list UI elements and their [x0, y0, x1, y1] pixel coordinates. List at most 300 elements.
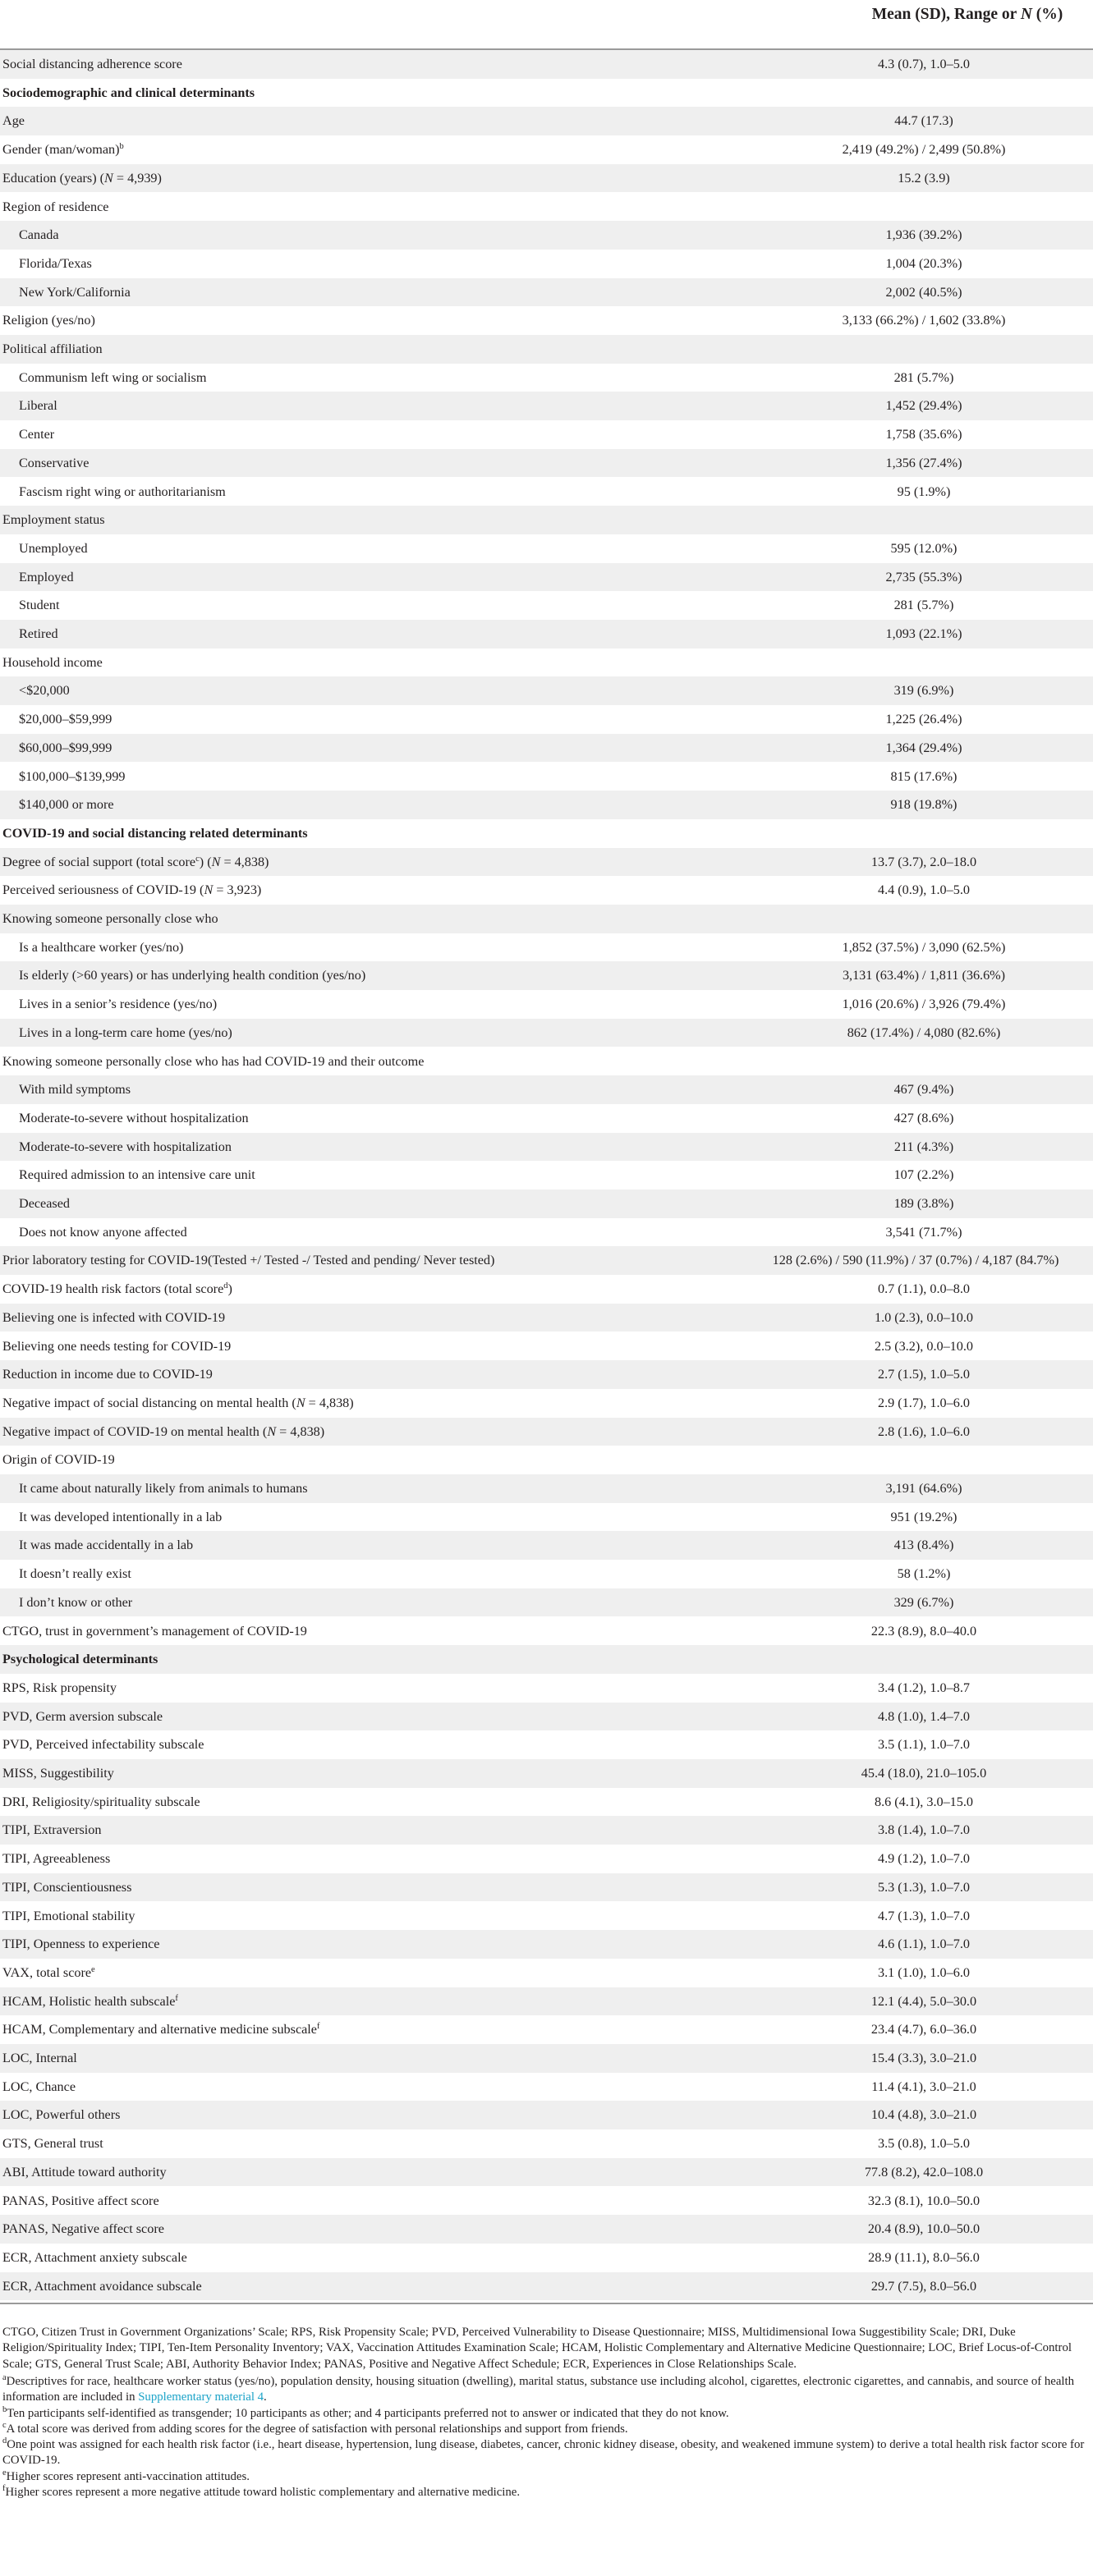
- row-label: [19, 1161, 255, 1189]
- row-value: 0.7 (1.1), 0.0–8.0: [878, 1281, 970, 1297]
- table-row: [0, 2215, 1093, 2244]
- row-label: [2, 335, 103, 364]
- label-text: Moderate-to-severe without hospitalization: [19, 1110, 249, 1125]
- row-value: 45.4 (18.0), 21.0–105.0: [861, 1766, 987, 1781]
- table-row: [0, 1873, 1093, 1902]
- label-text: LOC, Internal: [2, 2051, 77, 2065]
- footnote-d: $^d$One point was assigned for each health risk factor (i.e., heart disease, hypertension, lung disease, diabetes, cancer, chronic kidney disease, obesity, and weakened immune system) to derive a total health risk factor score for COVID-19.: [2, 2436, 1085, 2468]
- row-label: [19, 1189, 70, 1218]
- row-value: 5.3 (1.3), 1.0–7.0: [878, 1879, 970, 1895]
- label-text: Negative impact of COVID-19 on mental health (: [2, 1423, 268, 1439]
- row-value: 58 (1.2%): [897, 1566, 951, 1582]
- footnote-marker: d: [223, 1281, 228, 1291]
- row-value: 4.3 (0.7), 1.0–5.0: [878, 57, 970, 71]
- label-text: Florida/Texas: [19, 255, 92, 271]
- row-label: [19, 1133, 232, 1162]
- table-row: [0, 2187, 1093, 2216]
- row-label: [19, 563, 74, 592]
- row-value: 12.1 (4.4), 5.0–30.0: [870, 1993, 977, 2009]
- table-row: [0, 1360, 1093, 1389]
- table-subrow: [0, 734, 1093, 763]
- table-row: [0, 1446, 1093, 1474]
- row-label: [2, 2158, 167, 2187]
- row-value: 3.5 (0.8), 1.0–5.0: [878, 2136, 970, 2152]
- table-subrow: [0, 1218, 1093, 1247]
- row-label: [19, 1588, 132, 1617]
- footnote-e: $^e$Higher scores represent anti-vaccination attitudes.: [2, 2468, 250, 2483]
- table-subrow: [0, 961, 1093, 990]
- row-value: 4.4 (0.9), 1.0–5.0: [878, 882, 970, 898]
- label-text: Moderate-to-severe with hospitalization: [19, 1139, 232, 1154]
- label-text: Sociodemographic and clinical determinants: [2, 85, 255, 100]
- row-value: 32.3 (8.1), 10.0–50.0: [867, 2193, 980, 2208]
- label-text: LOC, Chance: [2, 2079, 76, 2094]
- n-symbol: N: [296, 1395, 305, 1410]
- row-value: 3.5 (1.1), 1.0–7.0: [878, 1737, 970, 1753]
- label-text: DRI, Religiosity/spirituality subscale: [2, 1794, 200, 1809]
- n-symbol: N: [211, 854, 221, 869]
- row-value: 918 (19.8%): [890, 797, 958, 813]
- row-value: 2,419 (49.2%) / 2,499 (50.8%): [842, 142, 1006, 158]
- footnote-abbreviations: CTGO, Citizen Trust in Government Organizations’ Scale; RPS, Risk Propensity Scale; PVD, Perceived Vulnerability to Disease Questionnaire; MISS, Multidimensional Iowa Suggestibility Scale; DRI, Duke Religion/Spirituality Index; TIPI, Ten-Item Personality Inventory; VAX, Vaccination Attitudes Examination Scale; HCAM, Holistic Complementary and Alternative Medicine Questionnaire; LOC, Brief Locus-of-Control Scale; GTS, General Trust Scale; ABI, Authority Behavior Index; PANAS, Positive and Negative Affect Schedule; ECR, Experiences in Close Relationships Scale.: [2, 2326, 1072, 2371]
- row-label: [19, 1019, 232, 1047]
- row-label: [2, 107, 25, 135]
- footnote-c: $^c$A total score was derived from adding scores for the degree of satisfaction with personal relationships and support from friends.: [2, 2421, 628, 2436]
- row-value: 281 (5.7%): [893, 598, 954, 613]
- label-text: Unemployed: [19, 540, 88, 556]
- row-value: 4.9 (1.2), 1.0–7.0: [878, 1851, 970, 1867]
- label-text: Conservative: [19, 455, 90, 470]
- row-value: 28.9 (11.1), 8.0–56.0: [868, 2249, 980, 2265]
- table-subrow: [0, 1133, 1093, 1162]
- row-value: 189 (3.8%): [893, 1196, 954, 1211]
- label-text: = 3,923): [213, 882, 262, 898]
- row-label: [19, 961, 365, 990]
- table-subrow: [0, 478, 1093, 506]
- label-text: It doesn’t really exist: [19, 1566, 131, 1582]
- row-value: 15.2 (3.9): [898, 170, 950, 186]
- label-text: Negative impact of social distancing on mental health (: [2, 1395, 296, 1410]
- row-value: 427 (8.6%): [893, 1110, 954, 1125]
- footnote-f: $^f$Higher scores represent a more negative attitude toward holistic complementary and alternative medicine.: [2, 2484, 521, 2499]
- row-value: 1,004 (20.3%): [885, 255, 962, 271]
- table-subrow: [0, 1075, 1093, 1104]
- row-label: [2, 79, 255, 108]
- row-value: 329 (6.7%): [893, 1594, 954, 1610]
- table-subrow: [0, 1161, 1093, 1189]
- row-label: [19, 534, 88, 563]
- table-row: [0, 2015, 1093, 2044]
- table-row: [0, 1730, 1093, 1759]
- label-text: LOC, Powerful others: [2, 2107, 121, 2123]
- row-label: [19, 250, 92, 278]
- table-row: [0, 649, 1093, 677]
- row-label: [19, 1531, 193, 1560]
- row-label: [19, 1503, 222, 1532]
- table-row: [0, 1047, 1093, 1076]
- row-label: [2, 2044, 77, 2073]
- table-subrow: [0, 1560, 1093, 1588]
- row-label: [19, 364, 206, 392]
- row-label: [19, 620, 58, 649]
- row-value: 22.3 (8.9), 8.0–40.0: [870, 1623, 977, 1639]
- row-label: [2, 2129, 103, 2158]
- label-text: GTS, General trust: [2, 2136, 103, 2152]
- row-label: [2, 193, 108, 222]
- label-text: CTGO, trust in government’s management of COVID-19: [2, 1623, 307, 1639]
- table-row: [0, 1275, 1093, 1304]
- label-text: Communism left wing or socialism: [19, 369, 207, 385]
- table-subrow: [0, 563, 1093, 592]
- row-value: 95 (1.9%): [897, 484, 951, 499]
- row-value: 2,735 (55.3%): [885, 569, 962, 584]
- label-text: ECR, Attachment anxiety subscale: [2, 2249, 187, 2265]
- row-label: [2, 1902, 135, 1931]
- row-value: 77.8 (8.2), 42.0–108.0: [864, 2164, 984, 2180]
- label-text: Believing one needs testing for COVID-19: [2, 1338, 232, 1354]
- row-value: 3.1 (1.0), 1.0–6.0: [878, 1964, 970, 1980]
- row-label: [2, 1816, 101, 1845]
- row-label: [2, 1332, 231, 1361]
- row-value: 1,225 (26.4%): [885, 712, 962, 727]
- row-value: 2.7 (1.5), 1.0–5.0: [878, 1367, 970, 1382]
- label-text: = 4,838): [305, 1395, 354, 1410]
- label-text: Reduction in income due to COVID-19: [2, 1367, 213, 1382]
- row-label: [2, 164, 162, 193]
- row-value: 44.7 (17.3): [894, 113, 953, 129]
- label-text: TIPI, Agreeableness: [2, 1851, 111, 1867]
- row-label: [2, 1617, 307, 1646]
- row-label: [2, 1759, 114, 1788]
- row-label: [19, 1218, 187, 1247]
- row-value: 3,191 (64.6%): [885, 1481, 962, 1496]
- row-label: [2, 649, 103, 677]
- table-subrow: [0, 420, 1093, 449]
- table-subrow: [0, 933, 1093, 962]
- label-text: Gender (man/woman): [2, 142, 120, 158]
- row-value: 23.4 (4.7), 6.0–36.0: [870, 2022, 977, 2037]
- table-row: [0, 1674, 1093, 1703]
- table-subrow: [0, 534, 1093, 563]
- row-label: [2, 819, 308, 848]
- row-label: [19, 420, 54, 449]
- row-label: [2, 1446, 115, 1474]
- row-label: [2, 905, 218, 933]
- row-value: 1,452 (29.4%): [885, 398, 962, 414]
- label-text: PANAS, Negative affect score: [2, 2221, 164, 2237]
- label-text: Deceased: [19, 1196, 71, 1211]
- row-label: [2, 1674, 117, 1703]
- table-subrow: [0, 791, 1093, 819]
- table-row: [0, 1304, 1093, 1332]
- row-value: 319 (6.9%): [893, 683, 954, 699]
- table-row: [0, 335, 1093, 364]
- label-text: ) (: [199, 854, 212, 869]
- row-label: [2, 1788, 200, 1817]
- row-label: [2, 1389, 354, 1418]
- row-label: [2, 1246, 494, 1275]
- label-text: = 4,838): [276, 1423, 325, 1439]
- table-row: [0, 1902, 1093, 1931]
- table-row: [0, 306, 1093, 335]
- label-text: Center: [19, 427, 55, 442]
- row-value: 951 (19.2%): [890, 1509, 958, 1524]
- label-text: TIPI, Emotional stability: [2, 1908, 135, 1923]
- table-row: [0, 1246, 1093, 1275]
- row-label: [2, 2272, 202, 2301]
- row-label: [2, 1987, 178, 2016]
- row-value: 862 (17.4%) / 4,080 (82.6%): [847, 1024, 1001, 1040]
- row-label: [2, 2187, 159, 2216]
- footnote-marker: f: [317, 2022, 320, 2032]
- footnote-marker: b: [119, 142, 124, 152]
- table-row: [0, 2129, 1093, 2158]
- label-text: It was developed intentionally in a lab: [19, 1509, 223, 1524]
- row-label: [2, 1418, 324, 1446]
- label-text: PANAS, Positive affect score: [2, 2193, 159, 2208]
- label-text: COVID-19 health risk factors (total score: [2, 1281, 224, 1297]
- row-label: [2, 2101, 120, 2129]
- label-text: It was made accidentally in a lab: [19, 1538, 194, 1553]
- label-text: = 4,939): [113, 170, 162, 186]
- label-text: ABI, Attitude toward authority: [2, 2164, 167, 2180]
- row-label: [2, 1930, 159, 1959]
- row-label: [19, 278, 131, 307]
- row-label: [2, 876, 261, 905]
- row-value: 15.4 (3.3), 3.0–21.0: [870, 2051, 977, 2065]
- row-value: 11.4 (4.1), 3.0–21.0: [871, 2079, 976, 2094]
- table-row: [0, 2101, 1093, 2129]
- row-value: 2.8 (1.6), 1.0–6.0: [878, 1423, 970, 1439]
- row-label: [19, 1474, 308, 1503]
- label-text: TIPI, Extraversion: [2, 1822, 102, 1838]
- table-subrow: [0, 278, 1093, 307]
- label-text: ): [227, 1281, 232, 1297]
- table-subrow: [0, 591, 1093, 620]
- row-label: [2, 1047, 424, 1076]
- row-value: 29.7 (7.5), 8.0–56.0: [870, 2278, 977, 2294]
- row-label: [19, 478, 226, 506]
- table-row: [0, 2158, 1093, 2187]
- label-text: Lives in a senior’s residence (yes/no): [19, 997, 218, 1012]
- table-row: [0, 1845, 1093, 1873]
- row-value: 8.6 (4.1), 3.0–15.0: [874, 1794, 974, 1809]
- row-label: [2, 1730, 204, 1759]
- row-label: [19, 705, 112, 734]
- row-label: [19, 1104, 249, 1133]
- label-text: MISS, Suggestibility: [2, 1766, 114, 1781]
- table-row: [0, 876, 1093, 905]
- label-text: Age: [2, 113, 25, 129]
- row-label: [2, 506, 105, 534]
- label-text: Degree of social support (total score: [2, 854, 196, 869]
- table-subrow: [0, 1019, 1093, 1047]
- table-subrow: [0, 1474, 1093, 1503]
- row-value: 3,133 (66.2%) / 1,602 (33.8%): [842, 313, 1006, 328]
- row-label: [2, 2015, 320, 2044]
- table-subrow: [0, 1531, 1093, 1560]
- label-text: Psychological determinants: [2, 1652, 158, 1667]
- row-value: 3,131 (63.4%) / 1,811 (36.6%): [842, 968, 1006, 983]
- row-label: [19, 990, 217, 1019]
- label-text: Student: [19, 598, 60, 613]
- row-label: [19, 1560, 131, 1588]
- row-value: 1,016 (20.6%) / 3,926 (79.4%): [842, 997, 1006, 1012]
- table-row: [0, 2244, 1093, 2272]
- label-text: Is a healthcare worker (yes/no): [19, 939, 184, 955]
- label-text: HCAM, Holistic health subscale: [2, 1993, 176, 2009]
- table-row: [0, 506, 1093, 534]
- row-label: [19, 791, 114, 819]
- footnote-marker: c: [195, 854, 200, 864]
- row-value: 1,093 (22.1%): [885, 626, 962, 641]
- footnote-marker: f: [175, 1993, 178, 2003]
- row-value: 4.7 (1.3), 1.0–7.0: [878, 1908, 970, 1923]
- table-row: [0, 848, 1093, 877]
- row-value: 3,541 (71.7%): [885, 1224, 962, 1240]
- label-text: Perceived seriousness of COVID-19 (: [2, 882, 204, 898]
- row-value: 815 (17.6%): [890, 768, 958, 784]
- row-value: 4.6 (1.1), 1.0–7.0: [878, 1937, 970, 1952]
- row-label: [2, 1645, 158, 1674]
- row-value: 2.5 (3.2), 0.0–10.0: [874, 1338, 974, 1354]
- table-row: [0, 1987, 1093, 2016]
- row-value: 467 (9.4%): [893, 1082, 954, 1098]
- table-subrow: [0, 449, 1093, 478]
- supplementary-link[interactable]: Supplementary material 4: [138, 2390, 264, 2404]
- label-text: Household income: [2, 654, 103, 670]
- row-label: [19, 221, 59, 250]
- label-text: HCAM, Complementary and alternative medicine subscale: [2, 2022, 317, 2037]
- row-label: [19, 392, 57, 420]
- label-text: Lives in a long-term care home (yes/no): [19, 1024, 232, 1040]
- row-label: [2, 848, 269, 877]
- label-text: Believing one is infected with COVID-19: [2, 1309, 226, 1325]
- label-text: Origin of COVID-19: [2, 1452, 115, 1468]
- table-subrow: [0, 620, 1093, 649]
- row-label: [2, 2215, 164, 2244]
- table-row: [0, 905, 1093, 933]
- table-subrow: [0, 1104, 1093, 1133]
- row-value: 595 (12.0%): [890, 540, 958, 556]
- table-subrow: [0, 705, 1093, 734]
- row-label: [19, 734, 112, 763]
- label-text: Employment status: [2, 512, 105, 528]
- label-text: Political affiliation: [2, 341, 103, 356]
- row-label: [2, 1959, 95, 1987]
- label-text: Prior laboratory testing for COVID-19(Tested +/ Tested -/ Tested and pending/ Never tested): [2, 1253, 495, 1268]
- row-value: 10.4 (4.8), 3.0–21.0: [870, 2107, 977, 2123]
- row-value: 2.9 (1.7), 1.0–6.0: [878, 1395, 970, 1410]
- label-text: PVD, Perceived infectability subscale: [2, 1737, 204, 1753]
- row-label: [2, 1873, 131, 1902]
- table-subrow: [0, 221, 1093, 250]
- table-row: [0, 1816, 1093, 1845]
- table-row: [0, 1389, 1093, 1418]
- n-symbol: N: [104, 170, 113, 186]
- label-text: $100,000–$139,999: [19, 768, 126, 784]
- table-subrow: [0, 763, 1093, 791]
- label-text: Knowing someone personally close who has had COVID-19 and their outcome: [2, 1053, 425, 1069]
- label-text: With mild symptoms: [19, 1082, 131, 1098]
- row-label: [19, 449, 89, 478]
- label-text: ECR, Attachment avoidance subscale: [2, 2278, 202, 2294]
- row-label: [19, 933, 183, 962]
- label-text: $140,000 or more: [19, 797, 114, 813]
- row-value: 1,364 (29.4%): [885, 740, 962, 755]
- row-label: [2, 1360, 213, 1389]
- table-row: [0, 2073, 1093, 2102]
- row-value: 413 (8.4%): [893, 1538, 954, 1553]
- label-text: Is elderly (>60 years) or has underlying health condition (yes/no): [19, 968, 366, 983]
- label-text: RPS, Risk propensity: [2, 1680, 117, 1695]
- label-text: Religion (yes/no): [2, 313, 95, 328]
- label-text: Canada: [19, 227, 59, 243]
- row-label: [2, 1845, 110, 1873]
- table-row: [0, 1759, 1093, 1788]
- label-text: Social distancing adherence score: [2, 57, 182, 71]
- label-text: $20,000–$59,999: [19, 712, 113, 727]
- footnote-b: $^b$Ten participants self-identified as transgender; 10 participants as other; and 4 participants preferred not to answer or indicated that they do not know.: [2, 2405, 729, 2420]
- row-label: [19, 676, 70, 705]
- row-label: [2, 2073, 76, 2102]
- table-row: [0, 2272, 1093, 2301]
- row-label: [19, 1075, 131, 1104]
- label-text: COVID-19 and social distancing related determinants: [2, 825, 308, 841]
- table-row: [0, 164, 1093, 193]
- label-text: Fascism right wing or authoritarianism: [19, 484, 226, 499]
- table-row: [0, 1959, 1093, 1987]
- table-bottom-rule: [0, 2303, 1093, 2304]
- label-text: Required admission to an intensive care unit: [19, 1167, 255, 1183]
- row-value: 281 (5.7%): [893, 369, 954, 385]
- table-row: [0, 1930, 1093, 1959]
- table-row: [0, 107, 1093, 135]
- table-row: [0, 1332, 1093, 1361]
- table-row: [0, 1703, 1093, 1731]
- table-subrow: [0, 364, 1093, 392]
- table-header: [0, 0, 1093, 49]
- label-text: TIPI, Openness to experience: [2, 1937, 160, 1952]
- row-label: [2, 2244, 187, 2272]
- table-subrow: [0, 1189, 1093, 1218]
- table-row: [0, 135, 1093, 164]
- label-text: Employed: [19, 569, 74, 584]
- section-header-row: [0, 819, 1093, 848]
- row-label: [2, 1703, 163, 1731]
- label-text: Education (years) (: [2, 170, 105, 186]
- row-value: 1,758 (35.6%): [885, 427, 962, 442]
- n-symbol: N: [267, 1423, 277, 1439]
- table-row: [0, 2044, 1093, 2073]
- label-text: Knowing someone personally close who: [2, 911, 218, 926]
- n-symbol: N: [204, 882, 214, 898]
- row-label: [2, 50, 182, 79]
- label-text: New York/California: [19, 284, 131, 300]
- row-label: [2, 135, 124, 164]
- label-text: Region of residence: [2, 199, 109, 214]
- table-row: [0, 1617, 1093, 1646]
- label-text: Does not know anyone affected: [19, 1224, 187, 1240]
- section-header-row: [0, 1645, 1093, 1674]
- table-row: [0, 50, 1093, 79]
- section-header-row: [0, 79, 1093, 108]
- table-row: [0, 1788, 1093, 1817]
- label-text: PVD, Germ aversion subscale: [2, 1708, 163, 1724]
- row-value: 211 (4.3%): [893, 1139, 954, 1154]
- table-subrow: [0, 250, 1093, 278]
- row-value: 13.7 (3.7), 2.0–18.0: [870, 854, 977, 869]
